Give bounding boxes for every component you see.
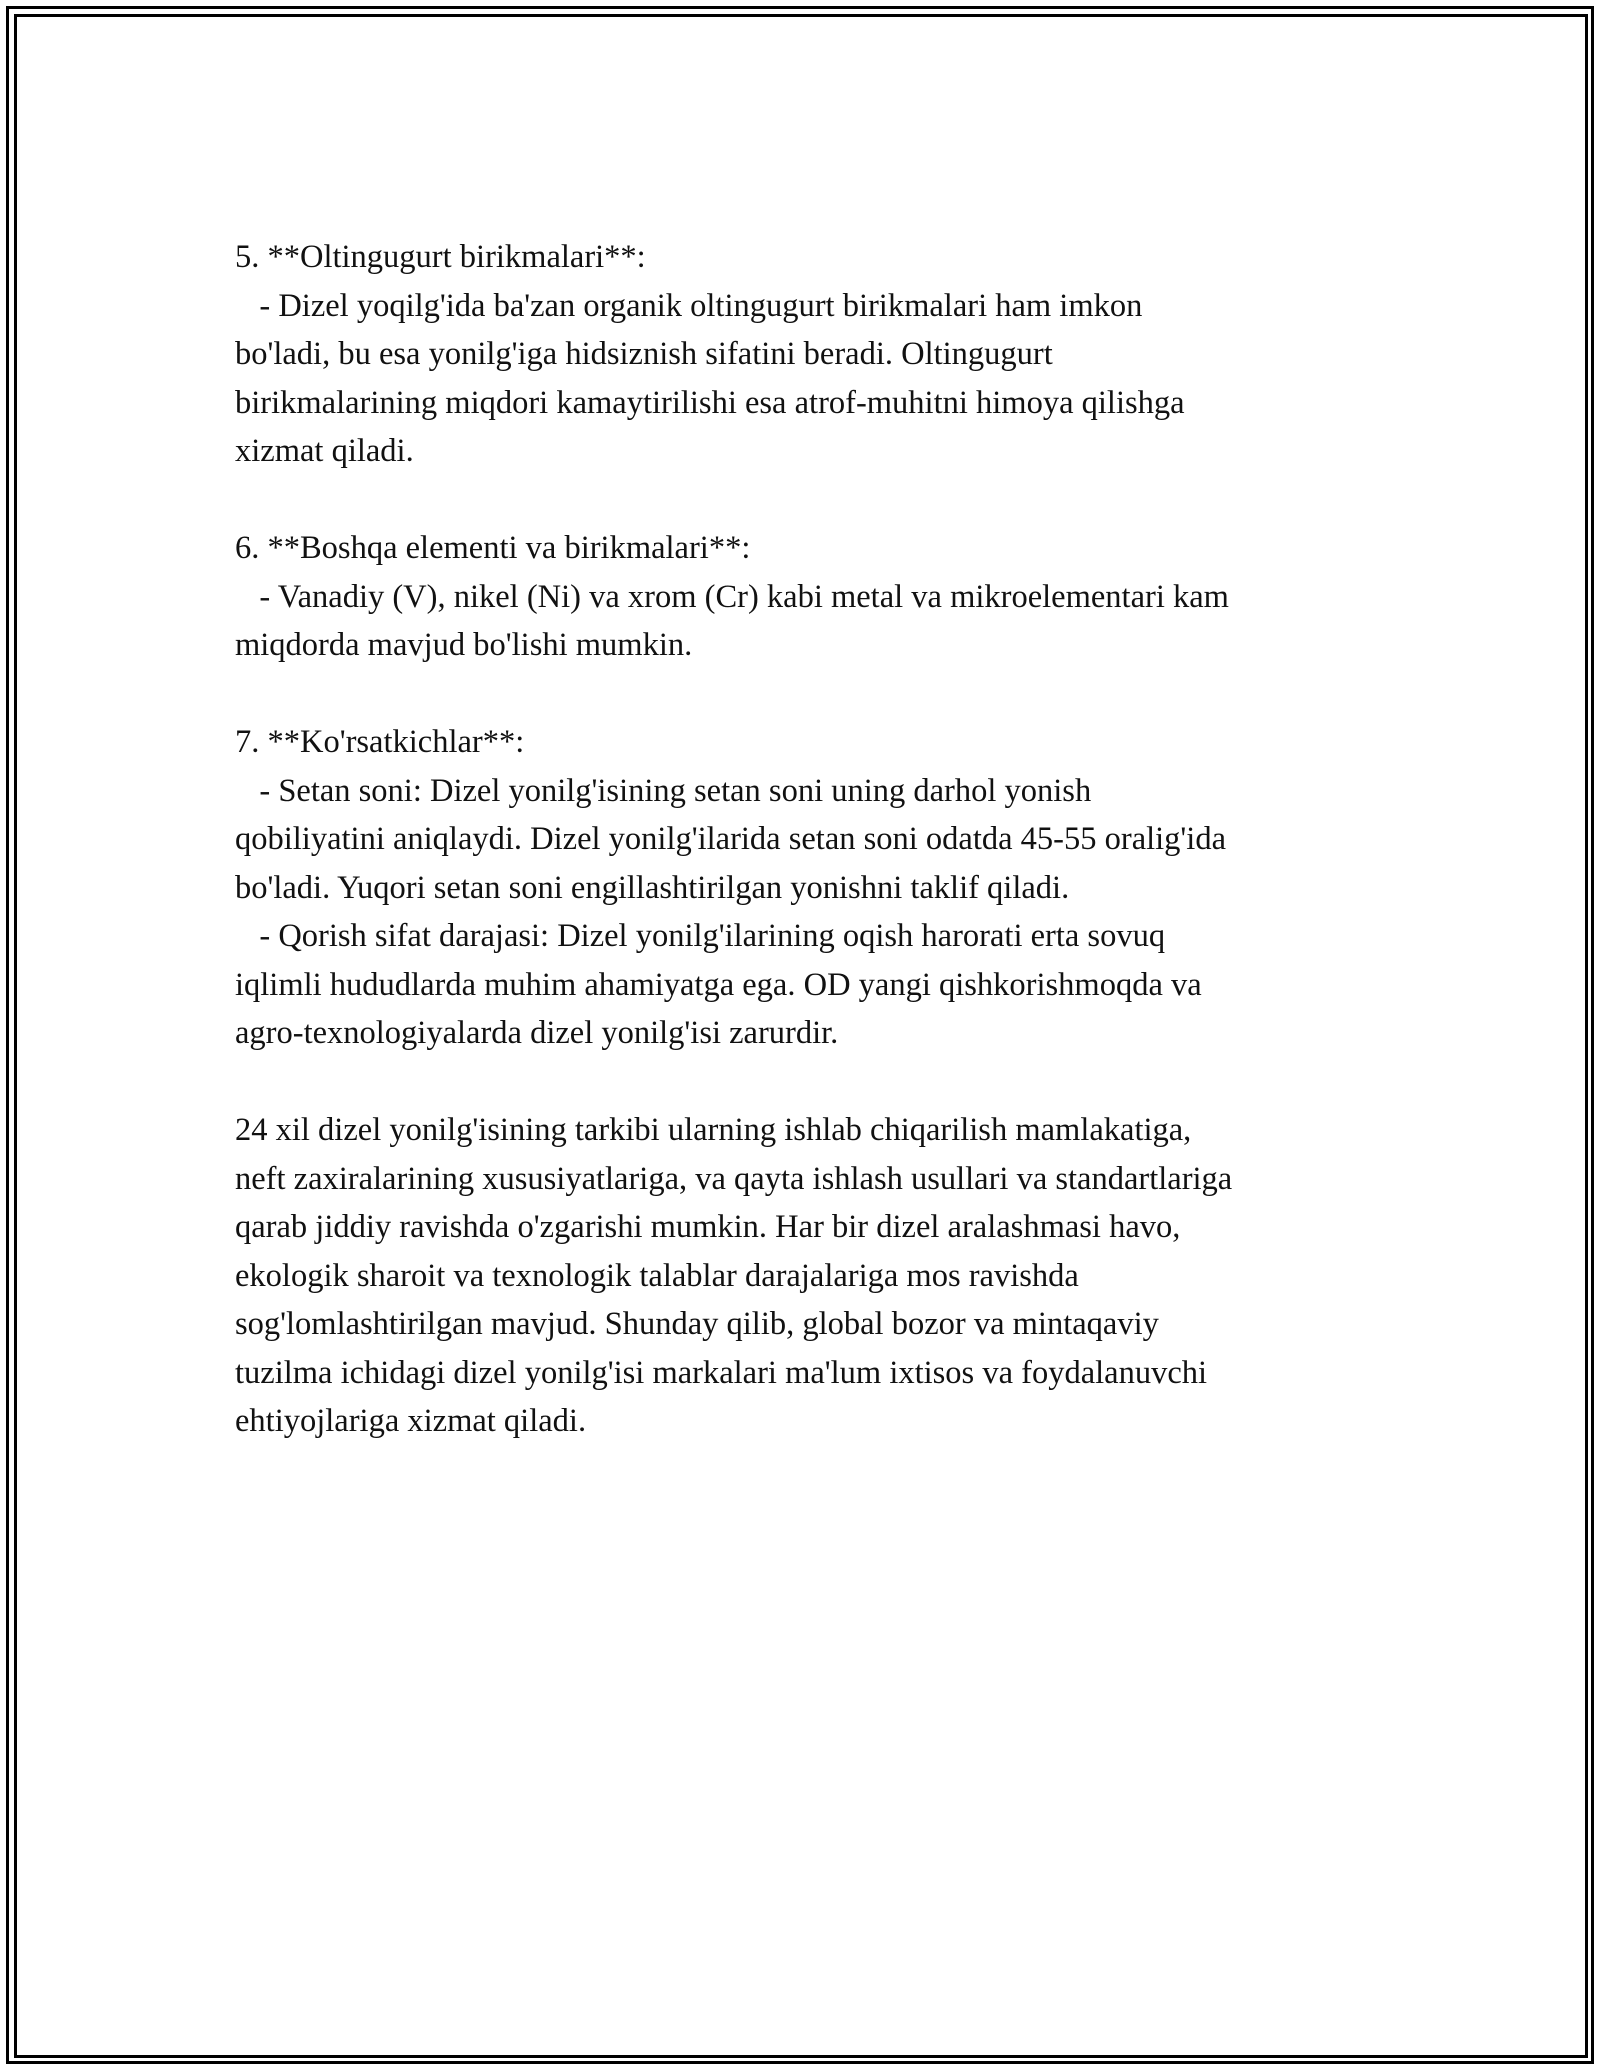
text-line: tuzilma ichidagi dizel yonilg'isi markalari ma'lum ixtisos va foydalanuvchi bbox=[235, 1354, 1208, 1391]
section-5 bbox=[235, 233, 1375, 476]
document-body bbox=[235, 233, 1375, 1446]
text-line: 24 xil dizel yonilg'isining tarkibi ularning ishlab chiqarilish mamlakatiga, bbox=[235, 1112, 1192, 1148]
summary-paragraph bbox=[235, 1106, 1375, 1446]
text-line: - Dizel yoqilg'ida ba'zan organik oltingugurt birikmalari ham imkon bbox=[235, 287, 1143, 324]
section-heading: 7. **Ko'rsatkichlar**: bbox=[235, 724, 525, 760]
section-7 bbox=[235, 718, 1375, 1058]
text-line: iqlimli hududlarda muhim ahamiyatga ega. OD yangi qishkorishmoqda va bbox=[235, 966, 1202, 1003]
paragraph-gap bbox=[235, 476, 1375, 525]
paragraph-gap bbox=[235, 1058, 1375, 1107]
text-line: qobiliyatini aniqlaydi. Dizel yonilg'ilarida setan soni odatda 45-55 oralig'ida bbox=[235, 821, 1226, 857]
text-line: - Vanadiy (V), nikel (Ni) va xrom (Cr) kabi metal va mikroelementari kam bbox=[235, 578, 1229, 615]
text-line: miqdorda mavjud bo'lishi mumkin. bbox=[235, 627, 693, 663]
text-line: birikmalarining miqdori kamaytirilishi esa atrof-muhitni himoya qilishga bbox=[235, 384, 1185, 421]
text-line: agro-texnologiyalarda dizel yonilg'isi zarurdir. bbox=[235, 1015, 839, 1051]
text-line: xizmat qiladi. bbox=[235, 433, 414, 469]
text-line: ehtiyojlariga xizmat qiladi. bbox=[235, 1403, 587, 1439]
text-line: ekologik sharoit va texnologik talablar darajalariga mos ravishda bbox=[235, 1257, 1079, 1294]
text-line: bo'ladi, bu esa yonilg'iga hidsiznish sifatini beradi. Oltingugurt bbox=[235, 336, 1053, 372]
section-6 bbox=[235, 524, 1375, 670]
section-heading: 6. **Boshqa elementi va birikmalari**: bbox=[235, 530, 751, 566]
text-line: - Qorish sifat darajasi: Dizel yonilg'ilarining oqish harorati erta sovuq bbox=[235, 918, 1166, 954]
text-line: - Setan soni: Dizel yonilg'isining setan soni uning darhol yonish bbox=[235, 772, 1092, 809]
text-line: neft zaxiralarining xususiyatlariga, va qayta ishlash usullari va standartlariga bbox=[235, 1160, 1233, 1197]
paragraph-gap bbox=[235, 670, 1375, 719]
section-heading: 5. **Oltingugurt birikmalari**: bbox=[235, 239, 646, 275]
text-line: bo'ladi. Yuqori setan soni engillashtirilgan yonishni taklif qiladi. bbox=[235, 869, 1070, 906]
text-line: sog'lomlashtirilgan mavjud. Shunday qilib, global bozor va mintaqaviy bbox=[235, 1306, 1159, 1342]
text-line: qarab jiddiy ravishda o'zgarishi mumkin. Har bir dizel aralashmasi havo, bbox=[235, 1209, 1181, 1245]
